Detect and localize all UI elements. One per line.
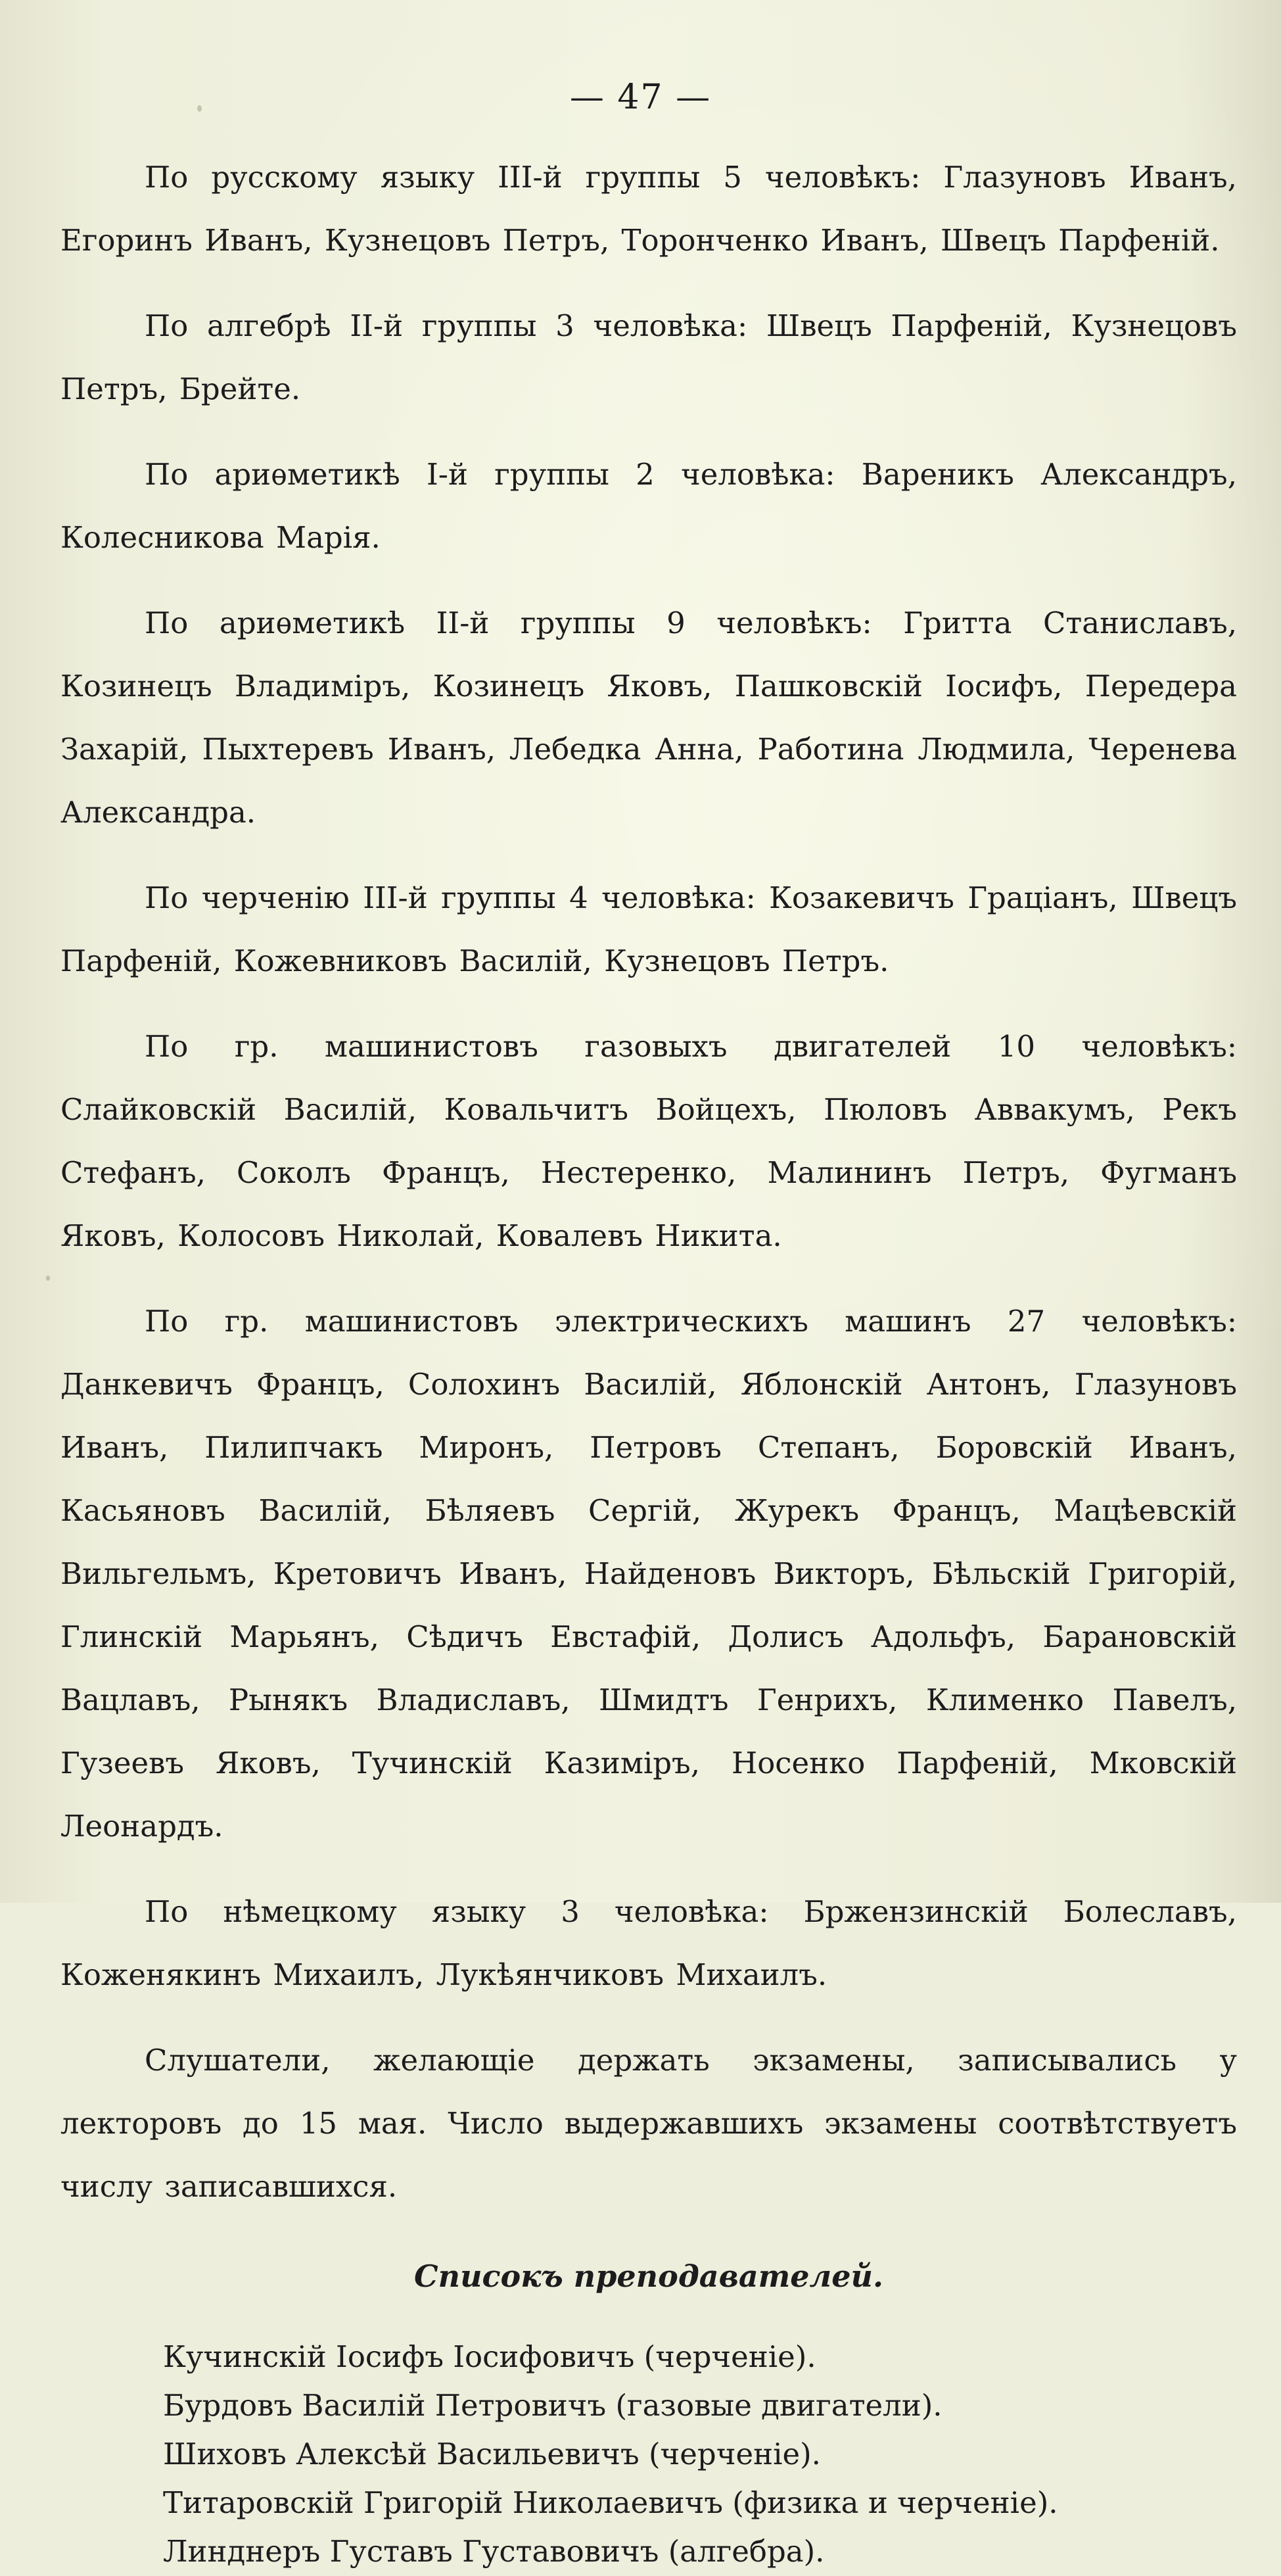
paragraph-arithmetic-i: По ариѳметикѣ I-й группы 2 человѣка: Вареникъ Александръ, Колесникова Марія. <box>60 457 1237 555</box>
paragraph-algebra-ii: По алгебрѣ II-й группы 3 человѣка: Швецъ Парфеній, Кузнецовъ Петръ, Брейте. <box>60 308 1237 406</box>
teacher-item: Титаровскій Григорій Николаевичъ (физика и черченіе). <box>163 2485 1058 2520</box>
paragraph-electric-machinists: По гр. машинистовъ электрическихъ машинъ 27 человѣкъ: Данкевичъ Францъ, Солохинъ Василій, Яблонскій Антонъ, Глазуновъ Иванъ, Пилипчакъ Миронъ, Петровъ Степанъ, Боровскій Иванъ, Касьяновъ Василій, Бѣляевъ Сергій, Журекъ Францъ, Мацѣевскій Вильгельмъ, Кретовичъ Иванъ, Найденовъ Викторъ, Бѣльскій Григорій, Глинскій Марьянъ, Сѣдичъ Евстафій, Долисъ Адольфъ, Барановскій Вацлавъ, Рынякъ Владиславъ, Шмидтъ Генрихъ, Клименко Павелъ, Гузеевъ Яковъ, Тучинскій Казиміръ, Носенко Парфеній, Мковскій Леонардъ. <box>60 1304 1237 1844</box>
paragraph-russian-iii: По русскому языку III-й группы 5 человѣкъ: Глазуновъ Иванъ, Егоринъ Иванъ, Кузнецовъ Петръ, Торонченко Иванъ, Швецъ Парфеній. <box>60 160 1237 258</box>
teacher-item: Кучинскій Іосифъ Іосифовичъ (черченіе). <box>163 2339 816 2374</box>
teacher-item: Линднеръ Густавъ Густавовичъ (алгебра). <box>163 2534 825 2569</box>
teachers-list <box>60 2333 1237 2576</box>
paragraph-arithmetic-ii: По ариѳметикѣ II-й группы 9 человѣкъ: Гритта Станиславъ, Козинецъ Владиміръ, Козинецъ Яковъ, Пашковскій Іосифъ, Передера Захарій, Пыхтеревъ Иванъ, Лебедка Анна, Работина Людмила, Черенева Александра. <box>60 606 1237 830</box>
teacher-item: Шиховъ Алексѣй Васильевичъ (черченіе). <box>163 2437 821 2471</box>
paragraph-drawing-iii: По черченію III-й группы 4 человѣка: Козакевичъ Граціанъ, Швецъ Парфеній, Кожевниковъ Василій, Кузнецовъ Петръ. <box>60 880 1237 978</box>
document-body <box>60 146 1237 2576</box>
page-number: — 47 — <box>569 78 712 117</box>
teachers-list-title: Списокъ преподавателей. <box>414 2258 883 2294</box>
ink-speck <box>46 1276 50 1281</box>
teacher-item: Бурдовъ Василій Петровичъ (газовые двигатели). <box>163 2388 943 2423</box>
paragraph-exams-note: Слушатели, желающіе держать экзамены, записывались у лекторовъ до 15 мая. Число выдержавшихъ экзамены соотвѣтствуетъ числу записавшихся. <box>60 2043 1237 2204</box>
paragraph-german: По нѣмецкому языку 3 человѣка: Бржензинскій Болеславъ, Коженякинъ Михаилъ, Лукѣянчиковъ Михаилъ. <box>60 1894 1237 1992</box>
paragraph-gas-engine-machinists: По гр. машинистовъ газовыхъ двигателей 10 человѣкъ: Слайковскій Василій, Ковальчитъ Войцехъ, Пюловъ Аввакумъ, Рекъ Стефанъ, Соколъ Францъ, Нестеренко, Малининъ Петръ, Фугманъ Яковъ, Колосовъ Николай, Ковалевъ Никита. <box>60 1029 1237 1253</box>
